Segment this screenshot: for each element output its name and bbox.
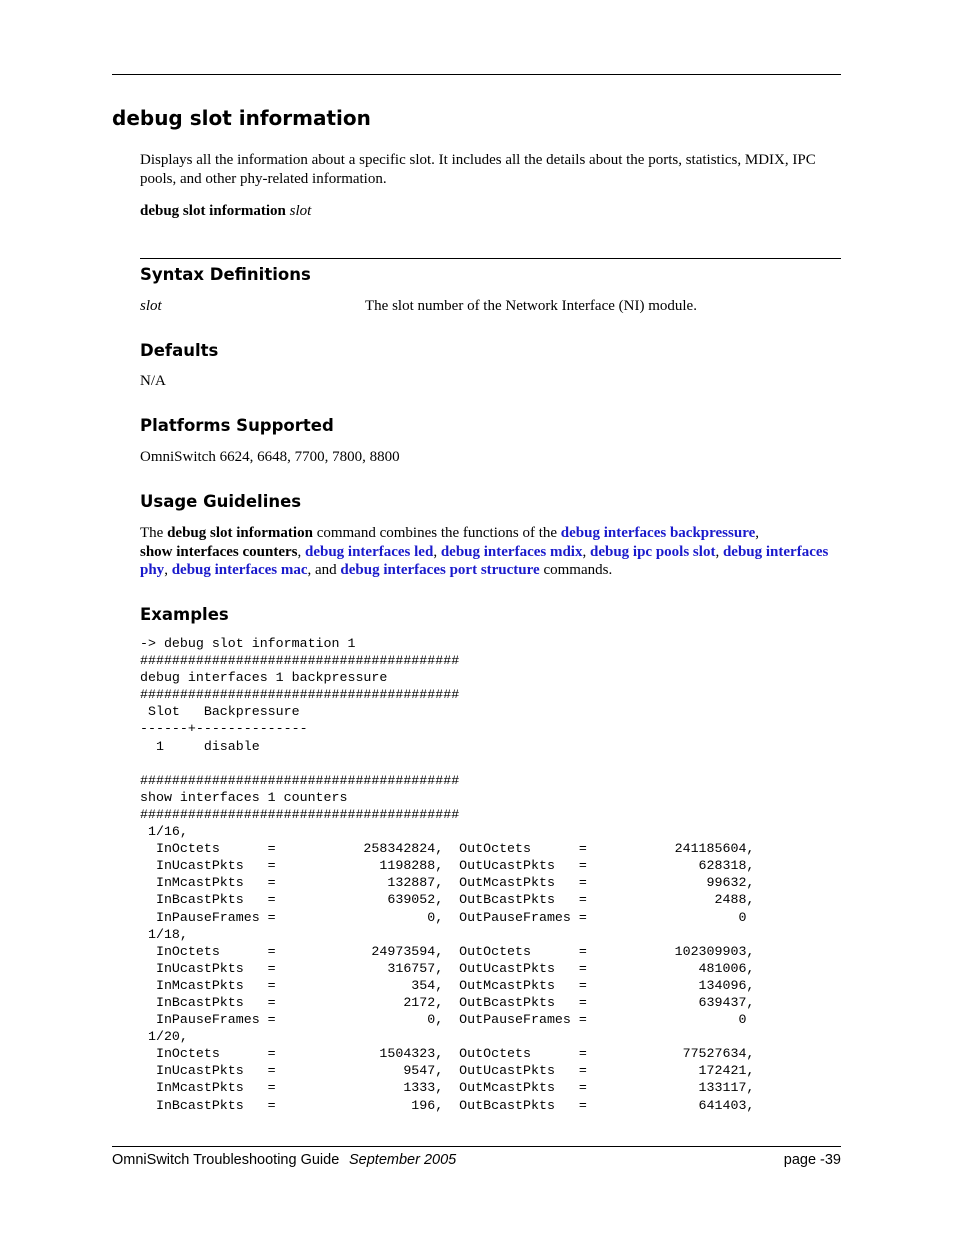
defaults-heading: Defaults bbox=[140, 341, 219, 360]
code-line: Slot Backpressure bbox=[140, 704, 300, 720]
code-line: InMcastPkts = 132887, OutMcastPkts = 99632, bbox=[140, 875, 755, 891]
defaults-value: N/A bbox=[140, 373, 166, 389]
code-line: InMcastPkts = 354, OutMcastPkts = 134096, bbox=[140, 977, 755, 993]
syntax-term: slot bbox=[140, 298, 162, 314]
code-line: InBcastPkts = 2172, OutBcastPkts = 639437, bbox=[140, 994, 755, 1010]
code-line: ######################################## bbox=[140, 687, 460, 703]
usage-command: debug slot information bbox=[167, 525, 313, 541]
code-line: InUcastPkts = 316757, OutUcastPkts = 481006, bbox=[140, 960, 755, 976]
link-debug-interfaces-port-structure[interactable]: debug interfaces port structure bbox=[340, 562, 540, 578]
syntax-line bbox=[140, 202, 840, 221]
link-debug-interfaces-phy[interactable]: debug interfaces phy bbox=[140, 543, 829, 578]
code-line: InOctets = 258342824, OutOctets = 241185604, bbox=[140, 841, 755, 857]
code-line: ######################################## bbox=[140, 772, 460, 788]
usage-text: , bbox=[164, 562, 172, 578]
footer-page-number: page -39 bbox=[783, 1152, 841, 1168]
code-line: InPauseFrames = 0, OutPauseFrames = 0 bbox=[140, 1012, 747, 1028]
syntax-argument: slot bbox=[289, 203, 312, 219]
platforms-value: OmniSwitch 6624, 6648, 7700, 7800, 8800 bbox=[140, 449, 400, 465]
link-debug-interfaces-mac[interactable]: debug interfaces mac bbox=[171, 562, 308, 578]
syntax-command: debug slot information bbox=[140, 203, 286, 219]
platforms-heading: Platforms Supported bbox=[140, 416, 334, 435]
code-line: ######################################## bbox=[140, 806, 460, 822]
usage-text: , bbox=[755, 525, 759, 541]
usage-text: , bbox=[297, 543, 305, 560]
code-line: InBcastPkts = 196, OutBcastPkts = 641403, bbox=[140, 1097, 755, 1113]
code-line: 1/20, bbox=[140, 1029, 188, 1045]
code-line: InUcastPkts = 9547, OutUcastPkts = 172421, bbox=[140, 1063, 755, 1079]
usage-text: , bbox=[433, 543, 441, 560]
link-debug-ipc-pools-slot[interactable]: debug ipc pools slot bbox=[589, 543, 716, 560]
footer-date: September 2005 bbox=[349, 1152, 457, 1168]
usage-paragraph bbox=[140, 524, 840, 580]
link-debug-interfaces-backpressure[interactable]: debug interfaces backpressure bbox=[560, 525, 756, 541]
code-line: InMcastPkts = 1333, OutMcastPkts = 133117, bbox=[140, 1080, 755, 1096]
top-rule bbox=[112, 74, 841, 75]
code-line: InOctets = 24973594, OutOctets = 102309903, bbox=[140, 943, 755, 959]
usage-text: command combines the functions of the bbox=[312, 525, 561, 541]
usage-text: , bbox=[582, 543, 590, 560]
code-line: 1 disable bbox=[140, 738, 260, 754]
section-rule bbox=[140, 258, 841, 259]
code-line: -> debug slot information 1 bbox=[140, 636, 356, 651]
usage-heading: Usage Guidelines bbox=[140, 492, 302, 511]
syntax-term-description: The slot number of the Network Interface (NI) module. bbox=[365, 298, 697, 314]
example-code-block bbox=[140, 635, 754, 1114]
usage-text: commands. bbox=[539, 562, 613, 578]
link-debug-interfaces-mdix[interactable]: debug interfaces mdix bbox=[440, 543, 583, 560]
footer-guide-title: OmniSwitch Troubleshooting Guide bbox=[112, 1152, 340, 1168]
usage-show-interfaces-counters: show interfaces counters bbox=[140, 543, 298, 560]
description: Displays all the information about a specific slot. It includes all the details about the ports, statistics, MDIX, IPC pools, and other phy-related information. bbox=[140, 152, 816, 187]
code-line: ------+-------------- bbox=[140, 721, 308, 737]
code-line: show interfaces 1 counters bbox=[140, 789, 348, 805]
code-line: InOctets = 1504323, OutOctets = 77527634, bbox=[140, 1046, 755, 1062]
code-line: InUcastPkts = 1198288, OutUcastPkts = 628318, bbox=[140, 858, 755, 874]
code-line: 1/18, bbox=[140, 926, 188, 942]
link-debug-interfaces-led[interactable]: debug interfaces led bbox=[304, 543, 434, 560]
usage-text: The bbox=[140, 525, 168, 541]
code-line: InPauseFrames = 0, OutPauseFrames = 0 bbox=[140, 909, 747, 925]
code-line: ######################################## bbox=[140, 653, 460, 669]
code-line: debug interfaces 1 backpressure bbox=[140, 670, 388, 686]
examples-heading: Examples bbox=[140, 605, 229, 624]
code-line: 1/16, bbox=[140, 824, 188, 840]
usage-text: , and bbox=[307, 562, 341, 578]
syntax-definitions-heading: Syntax Definitions bbox=[140, 265, 311, 284]
code-line: InBcastPkts = 639052, OutBcastPkts = 2488, bbox=[140, 892, 755, 908]
usage-text: , bbox=[715, 543, 723, 560]
footer-rule bbox=[112, 1146, 841, 1147]
page-title: debug slot information bbox=[112, 106, 371, 130]
